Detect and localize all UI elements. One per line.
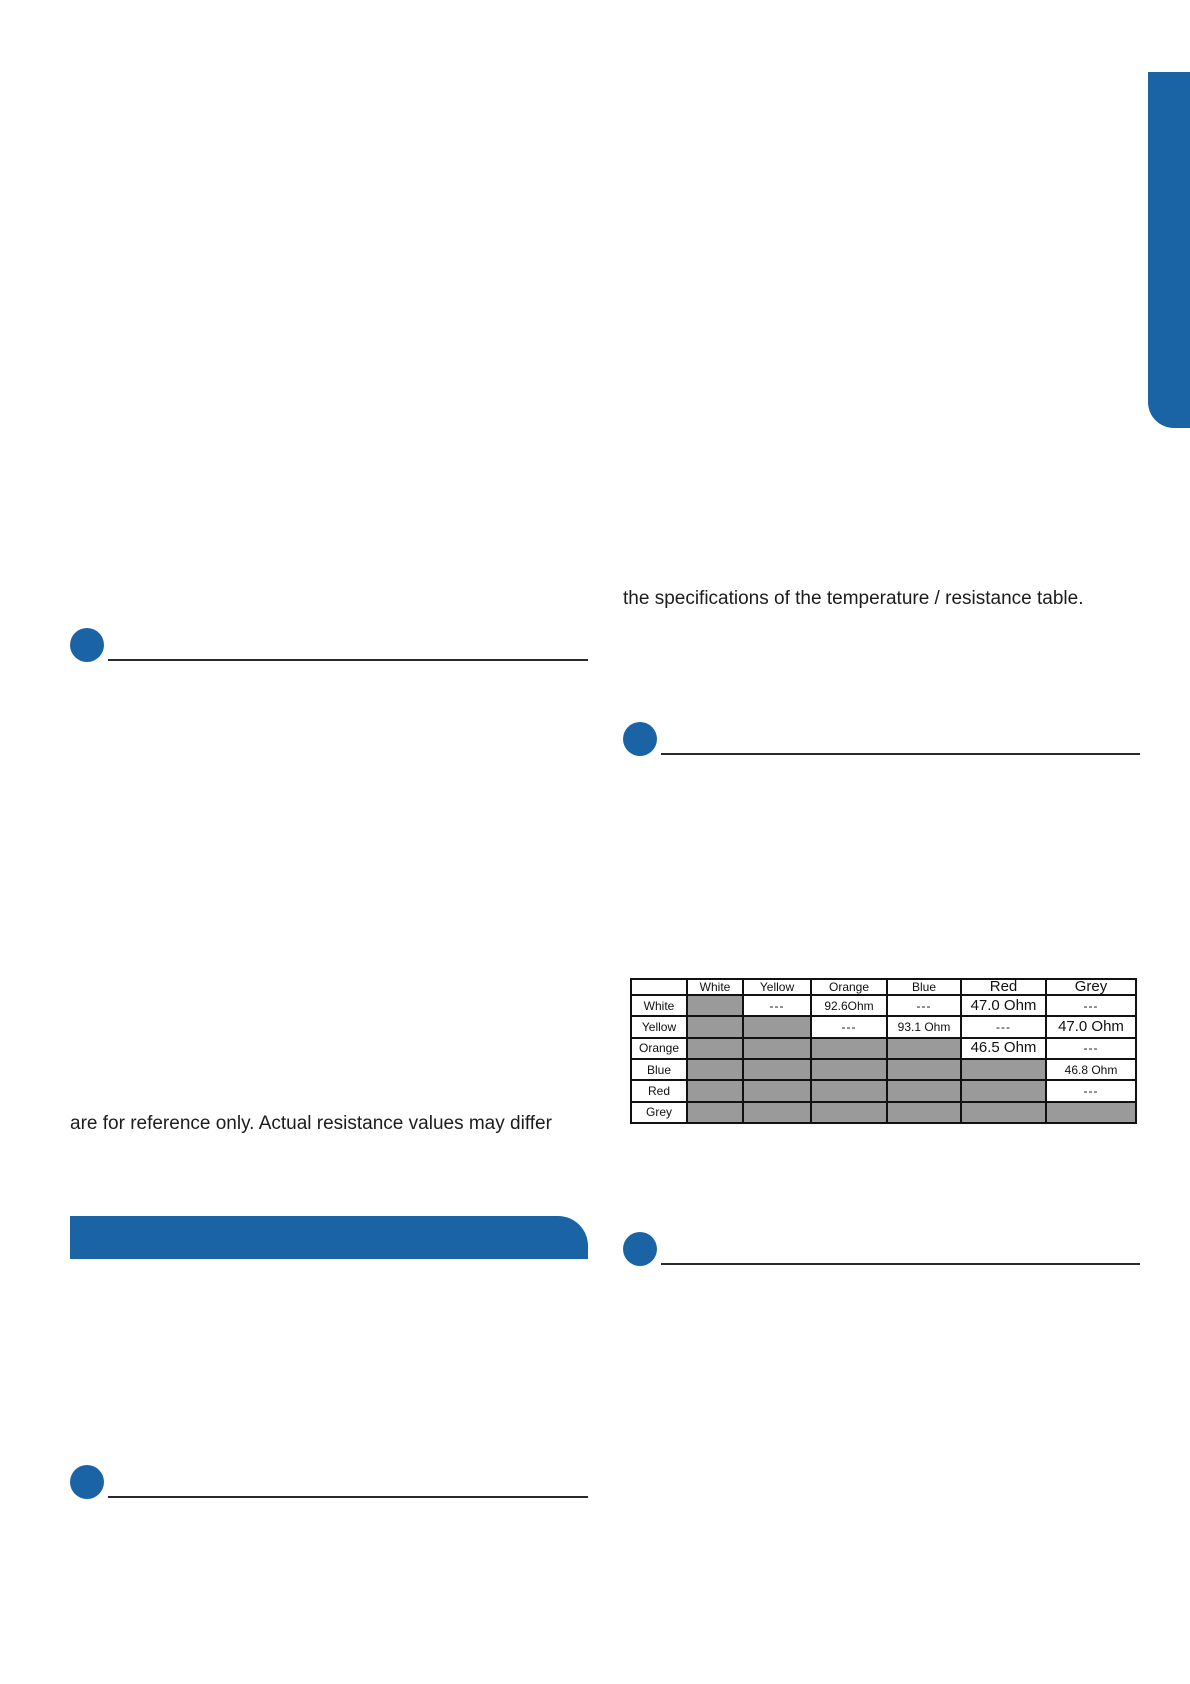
table-cell [687,1059,743,1080]
table-cell [743,1102,811,1123]
resistance-table [630,978,1137,1124]
table-cell [961,1102,1046,1123]
table-cell: 46.5 Ohm [961,1038,1046,1059]
section-marker-1 [70,628,588,664]
table-cell [811,1102,887,1123]
table-row-label: Blue [631,1059,687,1080]
table-cell [743,1038,811,1059]
table-row [631,995,1136,1016]
table-row [631,1102,1136,1123]
table-cell: --- [1046,1080,1136,1101]
table-row-label: Yellow [631,1016,687,1037]
table-cell: --- [811,1016,887,1037]
table-header-cell: Yellow [743,979,811,995]
table-cell: 47.0 Ohm [1046,1016,1136,1037]
table-row-label: Orange [631,1038,687,1059]
table-cell: 46.8 Ohm [1046,1059,1136,1080]
table-header-row [631,979,1136,995]
section-marker-3 [70,1465,588,1501]
table-cell: 93.1 Ohm [887,1016,961,1037]
table-cell [687,1016,743,1037]
table-cell [687,1080,743,1101]
table-cell: --- [961,1016,1046,1037]
table-cell: 47.0 Ohm [961,995,1046,1016]
table-cell: --- [887,995,961,1016]
table-cell: --- [1046,1038,1136,1059]
section-marker-2 [623,722,1140,758]
table-header-cell: Grey [1046,979,1136,995]
table-header-cell: Orange [811,979,887,995]
section-bullet-icon [623,1232,657,1266]
table-cell [961,1059,1046,1080]
table-cell [1046,1102,1136,1123]
table-cell: 92.6Ohm [811,995,887,1016]
table-cell [811,1080,887,1101]
section-rule [108,659,588,661]
table-cell [811,1059,887,1080]
table-header-cell [631,979,687,995]
table-cell [687,1102,743,1123]
table-row [631,1038,1136,1059]
table-row-label: Red [631,1080,687,1101]
section-rule [661,753,1140,755]
chapter-edge-tab [1148,72,1190,428]
table-header-cell: White [687,979,743,995]
table-cell: --- [1046,995,1136,1016]
table-cell [811,1038,887,1059]
section-bullet-icon [623,722,657,756]
table-cell [743,1016,811,1037]
table-cell [887,1102,961,1123]
section-rule [661,1263,1140,1265]
section-header-bar [70,1216,588,1259]
table-cell [743,1059,811,1080]
section-rule [108,1496,588,1498]
table-cell [961,1080,1046,1101]
table-cell [743,1080,811,1101]
table-row [631,1059,1136,1080]
section-bullet-icon [70,628,104,662]
table-header-cell: Blue [887,979,961,995]
section-bullet-icon [70,1465,104,1499]
body-text-temperature-spec: the specifications of the temperature / resistance table. [623,588,1084,609]
table-row [631,1080,1136,1101]
table-row-label: Grey [631,1102,687,1123]
table-cell [687,1038,743,1059]
table-cell [687,995,743,1016]
table-row-label: White [631,995,687,1016]
table-row [631,1016,1136,1037]
resistance-table-figure [630,978,1135,1124]
table-header-cell: Red [961,979,1046,995]
table-cell [887,1080,961,1101]
table-cell [887,1038,961,1059]
body-text-reference-note: are for reference only. Actual resistance values may differ [70,1113,552,1134]
section-marker-4 [623,1232,1140,1268]
table-cell: --- [743,995,811,1016]
table-cell [887,1059,961,1080]
